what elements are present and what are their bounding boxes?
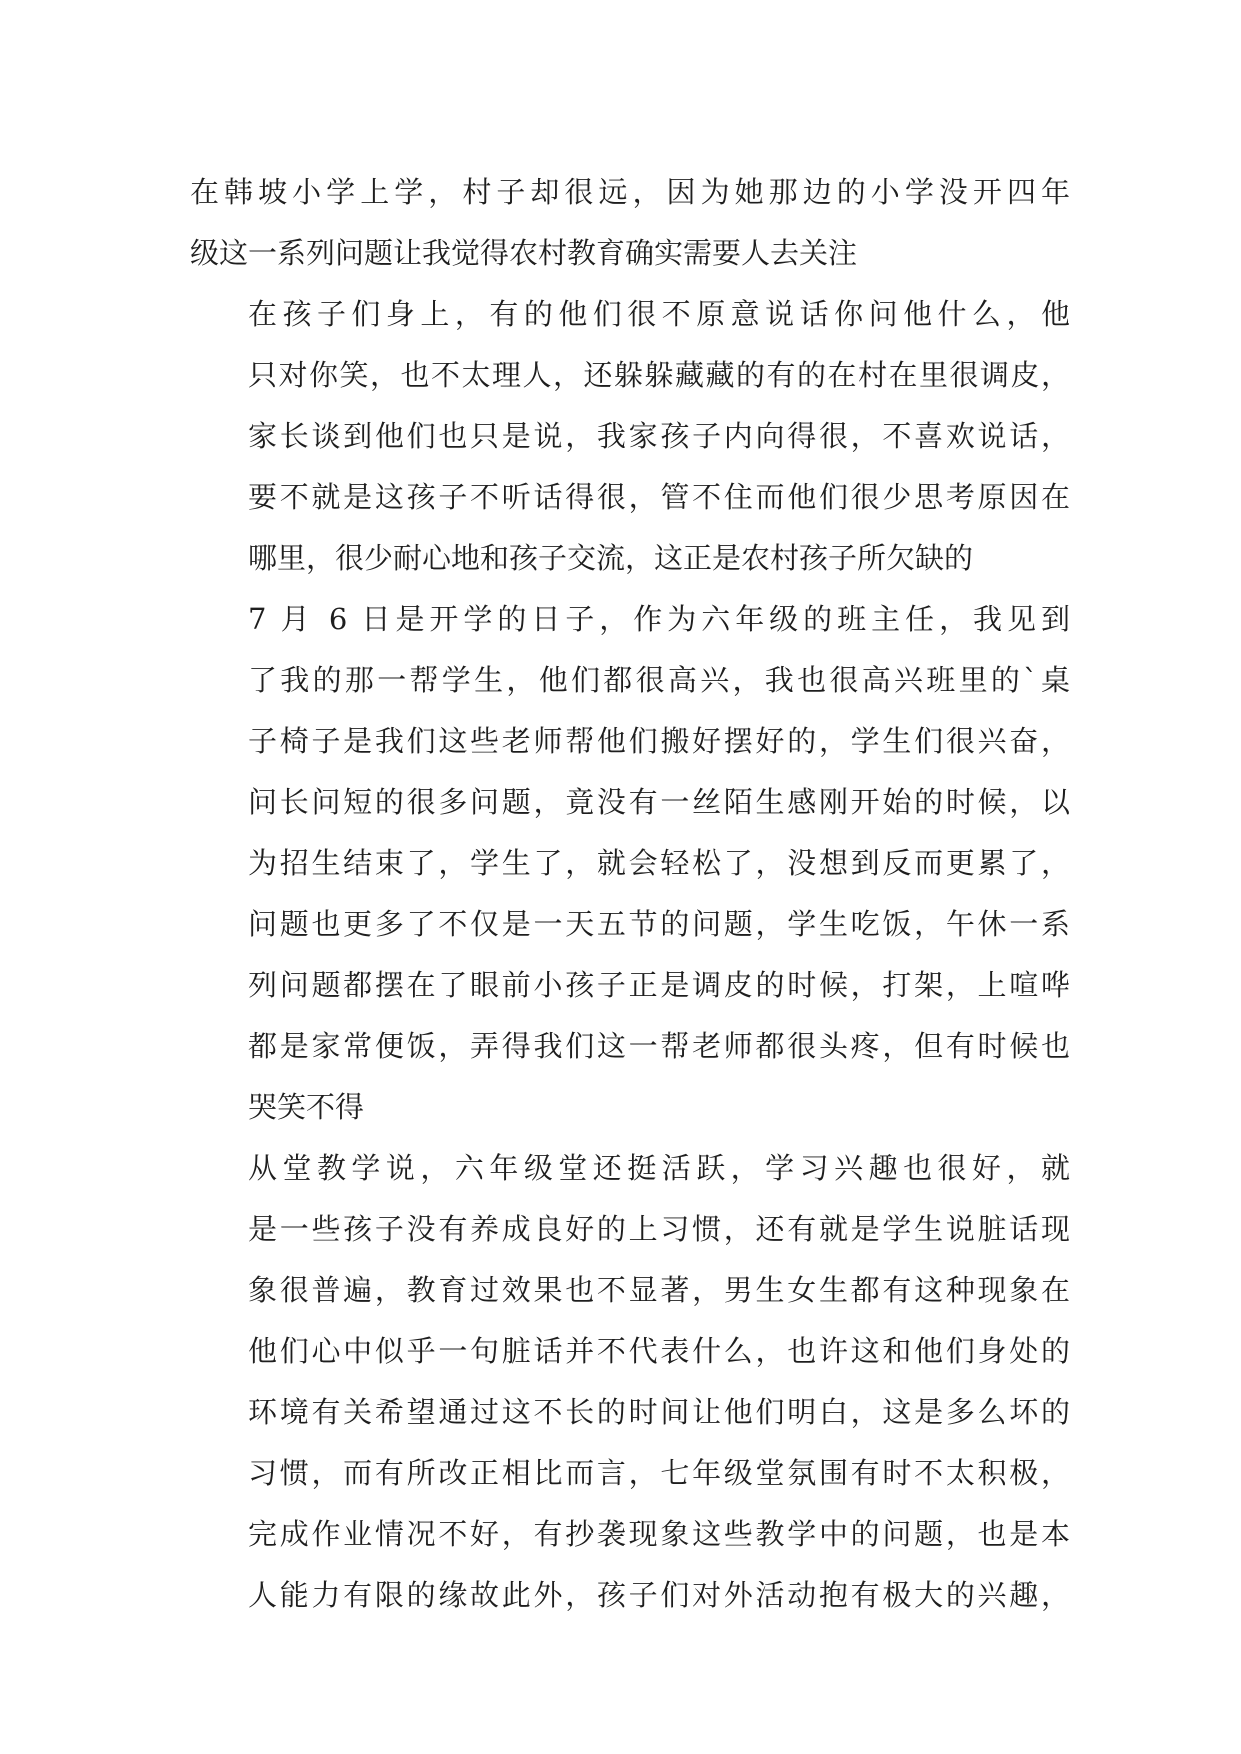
- text-line: 级这一系列问题让我觉得农村教育确实需要人去关注: [190, 236, 858, 270]
- text-line: 是一些孩子没有养成良好的上习惯，还有就是学生说脏话现: [248, 1212, 1070, 1246]
- text-line: 都是家常便饭，弄得我们这一帮老师都很头疼，但有时候也: [248, 1029, 1070, 1063]
- text-line: 从堂教学说，六年级堂还挺活跃，学习兴趣也很好，就: [248, 1151, 1070, 1185]
- text-line: 哪里，很少耐心地和孩子交流，这正是农村孩子所欠缺的: [248, 541, 974, 575]
- text-line: 7 月 6 日是开学的日子，作为六年级的班主任，我见到: [248, 602, 1070, 636]
- paragraph-3: [190, 589, 1070, 1138]
- text-line: 列问题都摆在了眼前小孩子正是调皮的时候，打架，上喧哗: [248, 968, 1070, 1002]
- text-line: 习惯，而有所改正相比而言，七年级堂氛围有时不太积极，: [248, 1456, 1070, 1490]
- text-line: 完成作业情况不好，有抄袭现象这些教学中的问题，也是本: [248, 1517, 1070, 1551]
- text-line: 象很普遍，教育过效果也不显著，男生女生都有这种现象在: [248, 1273, 1070, 1307]
- text-line: 人能力有限的缘故此外，孩子们对外活动抱有极大的兴趣，: [248, 1578, 1070, 1612]
- paragraph-1: [190, 162, 1070, 284]
- text-line: 环境有关希望通过这不长的时间让他们明白，这是多么坏的: [248, 1395, 1070, 1429]
- text-line: 为招生结束了，学生了，就会轻松了，没想到反而更累了，: [248, 846, 1070, 880]
- text-line: 在孩子们身上，有的他们很不原意说话你问他什么，他: [248, 297, 1070, 331]
- text-line: 他们心中似乎一句脏话并不代表什么，也许这和他们身处的: [248, 1334, 1070, 1368]
- paragraph-2: [190, 284, 1070, 589]
- text-line: 了我的那一帮学生，他们都很高兴，我也很高兴班里的`桌: [248, 663, 1070, 697]
- text-line: 哭笑不得: [248, 1090, 365, 1124]
- paragraph-4: [190, 1138, 1070, 1626]
- text-line: 问题也更多了不仅是一天五节的问题，学生吃饭，午休一系: [248, 907, 1070, 941]
- text-line: 在韩坡小学上学，村子却很远，因为她那边的小学没开四年: [190, 175, 1070, 209]
- document-body: [190, 162, 1070, 1626]
- text-line: 要不就是这孩子不听话得很，管不住而他们很少思考原因在: [248, 480, 1070, 514]
- text-line: 子椅子是我们这些老师帮他们搬好摆好的，学生们很兴奋，: [248, 724, 1070, 758]
- text-line: 只对你笑，也不太理人，还躲躲藏藏的有的在村在里很调皮，: [248, 358, 1070, 392]
- text-line: 家长谈到他们也只是说，我家孩子内向得很，不喜欢说话，: [248, 419, 1070, 453]
- text-line: 问长问短的很多问题，竟没有一丝陌生感刚开始的时候，以: [248, 785, 1070, 819]
